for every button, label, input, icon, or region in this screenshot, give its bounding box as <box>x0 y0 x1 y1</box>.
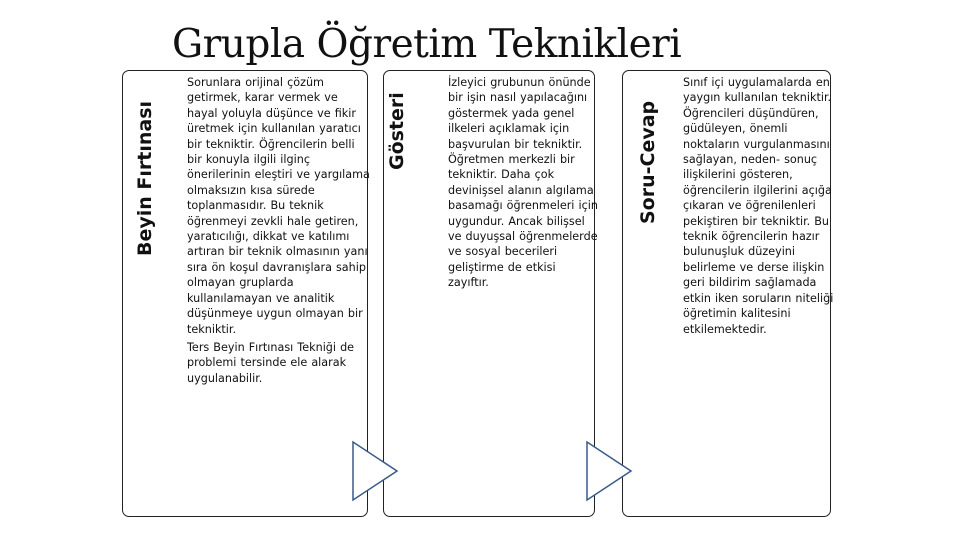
section-label-gosteri: Gösteri <box>386 92 408 170</box>
section-text-gosteri <box>448 75 600 291</box>
section-text-soru-cevap <box>683 75 841 337</box>
paragraph: Sınıf içi uygulamalarda en yaygın kullanılan tekniktir. Öğrencileri düşündüren, güdüleyen, önemli noktaların vurgulanmasını sağlayan, neden- sonuç ilişkilerini gösteren, öğrencilerin ilgilerini açığa çıkaran ve öğrenilenleri pekiştiren bir tekniktir. Bu teknik öğrencilerin hazır bulunuşluk düzeyini belirleme ve derse ilişkin geri bildirim sağlamada etkin iken soruların niteliği öğretimin kalitesini etkilemektedir. <box>683 76 834 336</box>
arrow-right-icon <box>350 440 400 502</box>
paragraph: Ters Beyin Fırtınası Tekniği de problemi tersinde ele alarak uygulanabilir. <box>187 340 355 385</box>
section-label-beyin-firtinasi: Beyin Fırtınası <box>134 100 156 256</box>
paragraph: Sorunlara orijinal çözüm getirmek, karar vermek ve hayal yoluyla düşünce ve fikir üretmek için kullanılan yaratıcı bir tekniktir. Öğrencilerin belli bir konuyla ilgili ilginç önerilerinin eleştiri ve yargılama olmaksızın kısa sürede toplanmasıdır. Bu teknik öğrenmeyi zevkli hale getiren, yaratıcılığı, dikkat ve katılımı artıran bir teknik olmasının yanı sıra ön koşul davranışlara sahip olmayan gruplarda kullanılamayan ve analitik düşünmeye uygun olmayan bir tekniktir. <box>187 76 370 336</box>
section-text-beyin-firtinasi <box>187 75 371 386</box>
section-label-soru-cevap: Soru-Cevap <box>637 100 659 224</box>
page-title: Grupla Öğretim Teknikleri <box>172 22 682 67</box>
paragraph: İzleyici grubunun önünde bir işin nasıl yapılacağını göstermek yada genel ilkeleri açıklamak için başvurulan bir tekniktir. Öğretmen merkezli bir tekniktir. Daha çok devinişsel alanın algılama basamağı öğrenmeleri için uygundur. Ancak bilişsel ve duyuşsal öğrenmelerde ve sosyal becerileri geliştirme de etkisi zayıftır. <box>448 76 598 290</box>
arrow-right-icon <box>584 440 634 502</box>
